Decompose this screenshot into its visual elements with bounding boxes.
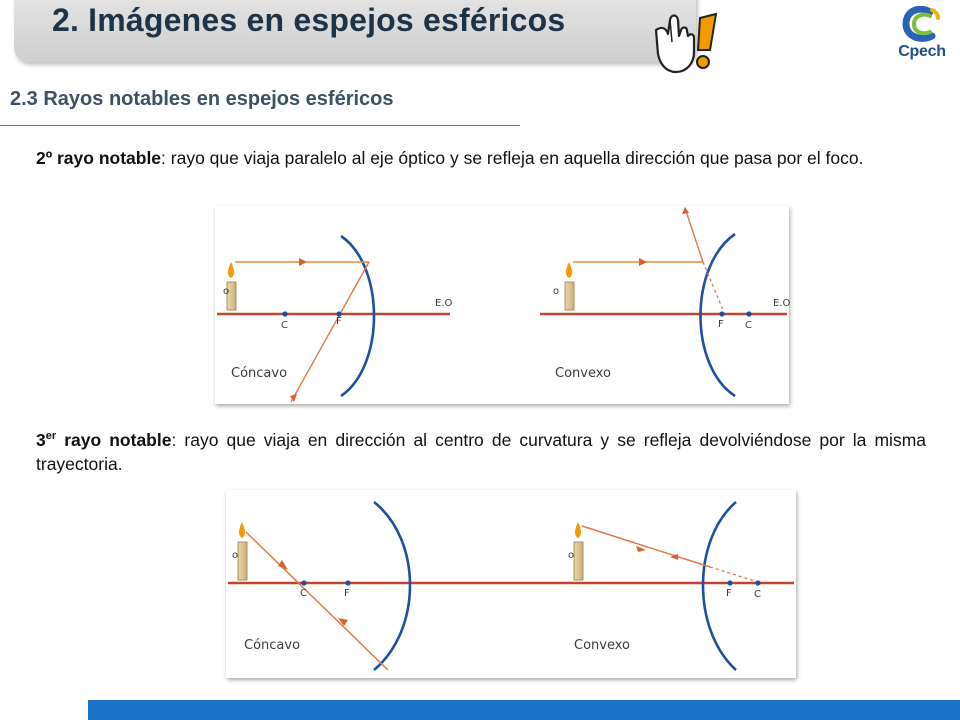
- object-label-concave: o: [223, 286, 230, 297]
- cpech-logo: [890, 6, 954, 68]
- axis-label-concave: E.O: [435, 298, 453, 309]
- third-ray-diagram: [226, 490, 796, 678]
- pointing-hand-icon: [648, 0, 726, 78]
- page-title: 2. Imágenes en espejos esféricos: [52, 2, 566, 38]
- axis-label-convex: E.O: [773, 298, 791, 309]
- second-ray-diagram: [215, 206, 789, 404]
- center-label-convex-2: C: [754, 589, 761, 600]
- center-label-convex: C: [745, 320, 752, 331]
- second-ray-description: : rayo que viaja paralelo al eje óptico y se refleja en aquella dirección que pasa por el foco.: [161, 148, 864, 168]
- section-subtitle: 2.3 Rayos notables en espejos esféricos: [10, 88, 394, 110]
- paragraph-third-ray: [36, 428, 926, 476]
- concave-caption-2: Cóncavo: [244, 638, 301, 653]
- center-label-concave-2: C: [300, 588, 307, 599]
- third-ray-ordinal: er: [45, 430, 57, 443]
- convex-caption-2: Convexo: [574, 638, 630, 653]
- third-ray-title: rayo notable: [56, 430, 172, 450]
- third-ray-number: 3: [36, 430, 46, 450]
- concave-mirror: [341, 236, 374, 396]
- third-ray-heading: [36, 430, 171, 450]
- object-label-convex: o: [553, 286, 560, 297]
- concave-mirror-2: [374, 502, 410, 670]
- subtitle-divider: [0, 125, 520, 126]
- convex-caption: Convexo: [555, 366, 611, 381]
- convex-mirror-2: [703, 502, 736, 670]
- object-label-concave-2: o: [232, 550, 239, 561]
- logo-wordmark: Cpech: [898, 43, 946, 60]
- focus-label-concave: F: [336, 316, 342, 327]
- paragraph-second-ray: [36, 146, 926, 170]
- object-label-convex-2: o: [568, 550, 575, 561]
- title-banner: [14, 0, 696, 62]
- footer-bar: [88, 700, 960, 720]
- cpech-logo-mark-icon: [890, 6, 954, 46]
- third-ray-description: : rayo que viaja en dirección al centro de curvatura y se refleja devolviéndose por la misma trayectoria.: [36, 430, 926, 474]
- concave-caption: Cóncavo: [231, 366, 288, 381]
- center-label-concave: C: [281, 320, 288, 331]
- second-ray-heading: 2º rayo notable: [36, 148, 162, 168]
- focus-label-concave-2: F: [344, 588, 350, 599]
- focus-label-convex: F: [718, 319, 724, 330]
- focus-label-convex-2: F: [726, 588, 732, 599]
